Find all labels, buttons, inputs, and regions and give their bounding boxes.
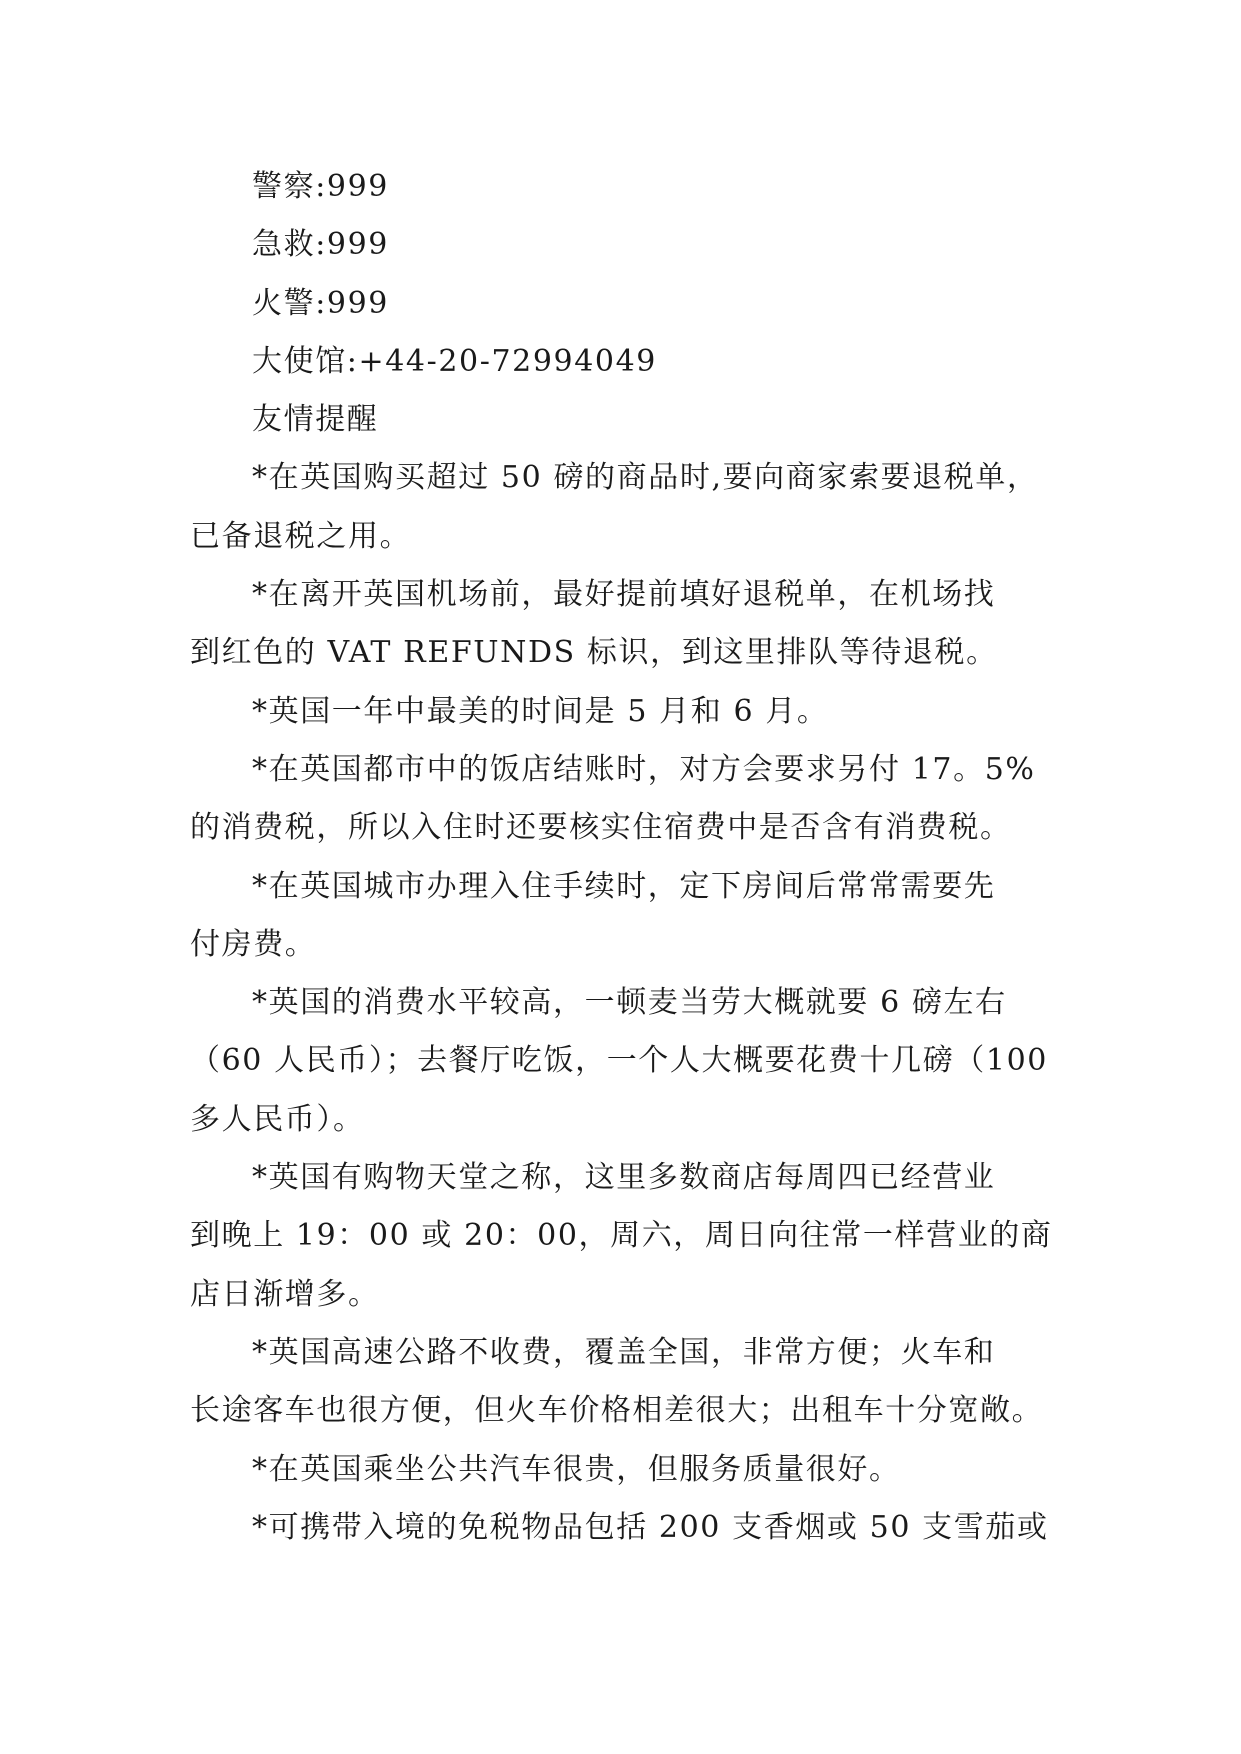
paragraph-line: *在离开英国机场前，最好提前填好退税单，在机场找 bbox=[252, 577, 996, 613]
paragraph-line: *在英国购买超过 50 磅的商品时,要向商家索要退税单， bbox=[252, 460, 1039, 496]
paragraph-line: 到晚上 19：00 或 20：00，周六，周日向往常一样营业的商 bbox=[190, 1218, 1053, 1254]
embassy-number-line: 大使馆:+44-20-72994049 bbox=[252, 343, 657, 379]
paragraph-line: *在英国城市办理入住手续时，定下房间后常常需要先 bbox=[252, 868, 996, 904]
paragraph-line: *可携带入境的免税物品包括 200 支香烟或 50 支雪茄或 bbox=[252, 1509, 1049, 1545]
paragraph-line: *在英国都市中的饭店结账时，对方会要求另付 17。5% bbox=[252, 751, 1036, 787]
paragraph-line: 付房费。 bbox=[190, 926, 317, 962]
paragraph-line: *在英国乘坐公共汽车很贵，但服务质量很好。 bbox=[252, 1451, 901, 1487]
paragraph-line: *英国高速公路不收费，覆盖全国，非常方便；火车和 bbox=[252, 1334, 996, 1370]
fire-number-line: 火警:999 bbox=[252, 285, 389, 321]
paragraph-line: 已备退税之用。 bbox=[190, 518, 412, 554]
paragraph-line: 多人民币）。 bbox=[190, 1101, 365, 1137]
ambulance-number-line: 急救:999 bbox=[252, 227, 389, 263]
paragraph-line: 长途客车也很方便，但火车价格相差很大；出租车十分宽敞。 bbox=[190, 1393, 1044, 1429]
paragraph-line: 的消费税，所以入住时还要核实住宿费中是否含有消费税。 bbox=[190, 810, 1012, 846]
police-number-line: 警察:999 bbox=[252, 169, 389, 204]
paragraph-line: （60 人民币）；去餐厅吃饭，一个人大概要花费十几磅（100 bbox=[190, 1043, 1048, 1079]
paragraph-line: *英国的消费水平较高，一顿麦当劳大概就要 6 磅左右 bbox=[252, 985, 1007, 1021]
paragraph-line: *英国有购物天堂之称，这里多数商店每周四已经营业 bbox=[252, 1160, 996, 1196]
document-body bbox=[190, 158, 1060, 1557]
paragraph-line: 到红色的 VAT REFUNDS 标识，到这里排队等待退税。 bbox=[190, 635, 998, 671]
paragraph-line: 店日渐增多。 bbox=[190, 1276, 380, 1312]
paragraph-line: *英国一年中最美的时间是 5 月和 6 月。 bbox=[252, 693, 829, 729]
tips-heading: 友情提醒 bbox=[252, 402, 379, 438]
